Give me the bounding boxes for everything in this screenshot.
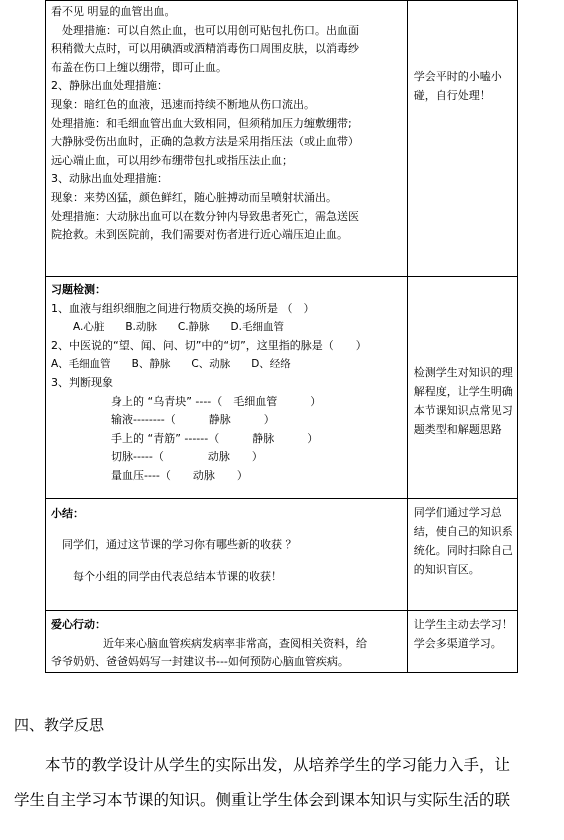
- table-row: [46, 277, 518, 499]
- text-line: 现象：来势凶猛，颜色鲜红，随心脏搏动而呈喷射状涌出。: [51, 190, 337, 204]
- design-intent-cell: [407, 1, 517, 277]
- text-line: 处理措施：可以自然止血，也可以用创可贴包扎伤口。出血面: [62, 23, 359, 37]
- summary-line: 每个小组的同学由代表总结本节课的收获！: [73, 570, 282, 584]
- judge-item: 切脉-----（ 动脉 ）: [111, 450, 263, 464]
- caring-action-cell: [46, 611, 408, 673]
- judge-item: 身上的 “乌青块” ----（ 毛细血管 ）: [111, 394, 322, 408]
- table-row: [46, 1, 518, 277]
- reflection-paragraph: [14, 748, 552, 818]
- text-line: 积稍微大点时，可以用碘酒或酒精消毒伤口周围皮肤，以消毒纱: [51, 42, 359, 56]
- text-line: 处理措施：大动脉出血可以在数分钟内导致患者死亡，需急送医: [51, 209, 359, 223]
- design-intent-cell: [407, 277, 517, 499]
- paragraph-line: 本节的教学设计从学生的实际出发，从培养学生的学习能力入手，让: [14, 756, 511, 774]
- caring-action-line: 爷爷奶奶、爸爸妈妈写一封建议书---如何预防心脑血管疾病。: [51, 655, 349, 669]
- exercise-title: 习题检测：: [51, 283, 106, 296]
- design-intent-cell: [407, 611, 517, 673]
- judge-item: 手上的 “青筋” ------（ 静脉 ）: [111, 431, 319, 445]
- question-3: 3、判断现象: [51, 375, 113, 389]
- judge-item: 量血压----（ 动脉 ）: [111, 468, 248, 482]
- summary-line: 同学们，通过这节课的学习你有哪些新的收获 ？: [62, 537, 297, 551]
- judge-item: 输液--------（ 静脉 ）: [111, 413, 275, 427]
- question-2: 2、中医说的“望、闻、问、切”中的“切”，这里指的脉是（ ）: [51, 338, 367, 352]
- lesson-plan-table: [45, 0, 518, 673]
- question-2-options: A、毛细血管 B、静脉 C、动脉 D、经络: [51, 358, 291, 371]
- table-row: [46, 611, 518, 673]
- paragraph-line: 学生自主学习本节课的知识。侧重让学生体会到课本知识与实际生活的联: [14, 791, 511, 809]
- text-line: 布盖在伤口上缠以绷带，即可止血。: [51, 60, 227, 74]
- text-line: 大静脉受伤出血时，正确的急救方法是采用指压法（或止血带）: [51, 135, 359, 149]
- exercise-cell: [46, 277, 408, 499]
- caring-action-line: 近年来心脑血管疾病发病率非常高，查阅相关资料，给: [103, 636, 367, 650]
- text-line: 远心端止血，可以用纱布绷带包扎或指压法止血；: [51, 153, 293, 167]
- bleeding-treatment-cell: [46, 1, 408, 277]
- design-intent-text: 同学们通过学习总结，使自己的知识系统化。同时扫除自己的知识盲区。: [413, 506, 513, 576]
- question-1: 1、血液与组织细胞之间进行物质交换的场所是 （ ）: [51, 301, 315, 315]
- section-heading: 四、教学反思: [14, 716, 105, 734]
- table-row: [46, 499, 518, 611]
- text-line: 院抢救。未到医院前，我们需要对伤者进行近心端压迫止血。: [51, 228, 348, 242]
- caring-action-title: 爱心行动：: [51, 618, 106, 631]
- text-line: 看不见 明显的血管出血。: [51, 5, 176, 18]
- text-line: 3、动脉出血处理措施：: [51, 172, 168, 186]
- design-intent-text: 学会平时的小嗑小碰，自行处理！: [413, 70, 502, 102]
- design-intent-cell: [407, 499, 517, 611]
- summary-title: 小结：: [51, 507, 84, 520]
- design-intent-text: 让学生主动去学习！学会多渠道学习。: [413, 618, 513, 650]
- question-1-options: A.心脏 B.动脉 C.静脉 D.毛细血管: [73, 321, 284, 334]
- text-line: 现象：暗红色的血液，迅速而持续不断地从伤口流出。: [51, 97, 315, 111]
- design-intent-text: 检测学生对知识的理解程度，让学生明确本节课知识点常见习题类型和解题思路: [413, 366, 513, 436]
- text-line: 2、静脉出血处理措施：: [51, 79, 168, 93]
- summary-cell: [46, 499, 408, 611]
- text-line: 处理措施：和毛细血管出血大致相同，但须稍加压力缠敷绷带;: [51, 116, 352, 130]
